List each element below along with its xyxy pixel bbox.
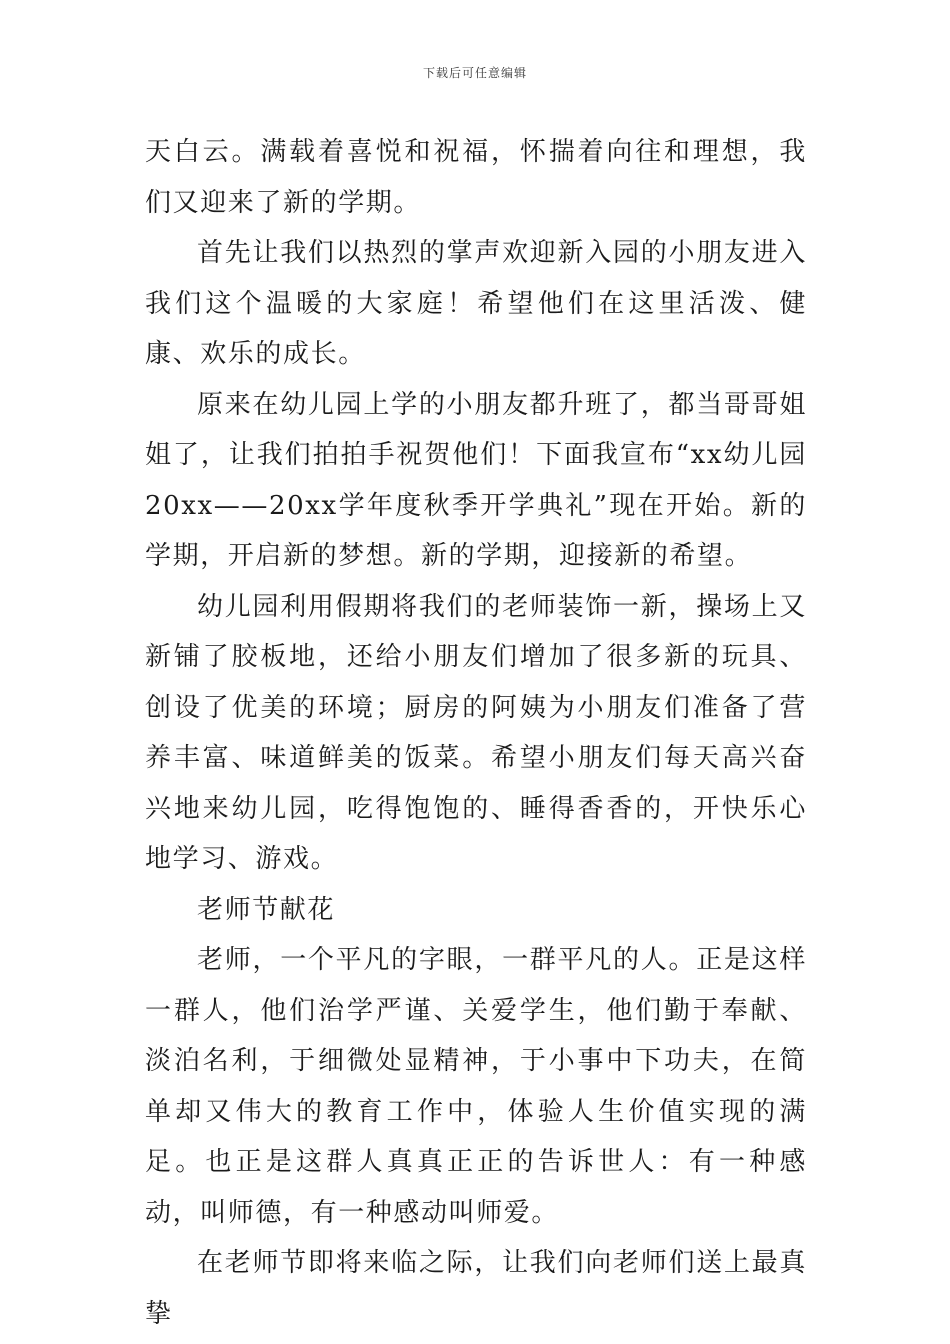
document-body	[145, 127, 807, 1339]
paragraph-6: 在老师节即将来临之际，让我们向老师们送上最真挚	[145, 1248, 807, 1329]
paragraph-2: 首先让我们以热烈的掌声欢迎新入园的小朋友进入我们这个温暖的大家庭！希望他们在这里活泼、健康、欢乐的成长。	[145, 238, 807, 369]
paragraph-1: 天白云。满载着喜悦和祝福，怀揣着向往和理想，我们又迎来了新的学期。	[145, 137, 807, 218]
paragraph-3: 原来在幼儿园上学的小朋友都升班了，都当哥哥姐姐了，让我们拍拍手祝贺他们！下面我宣布“xx幼儿园20xx——20xx学年度秋季开学典礼”现在开始。新的学期，开启新的梦想。新的学期，迎接新的希望。	[145, 389, 808, 571]
page-header: 下载后可任意编辑	[422, 66, 527, 80]
paragraph-4: 幼儿园利用假期将我们的老师装饰一新，操场上又新铺了胶板地，还给小朋友们增加了很多新的玩具、创设了优美的环境；厨房的阿姨为小朋友们准备了营养丰富、味道鲜美的饭菜。希望小朋友们每天高兴奋兴地来幼儿园，吃得饱饱的、睡得香香的，开快乐心地学习、游戏。	[145, 591, 807, 874]
paragraph-5: 老师，一个平凡的字眼，一群平凡的人。正是这样一群人，他们治学严谨、关爱学生，他们勤于奉献、淡泊名利，于细微处显精神，于小事中下功夫，在简单却又伟大的教育工作中，体验人生价值实现的满足。也正是这群人真真正正的告诉世人：有一种感动，叫师德，有一种感动叫师爱。	[145, 945, 807, 1228]
section-heading: 老师节献花	[197, 894, 336, 925]
